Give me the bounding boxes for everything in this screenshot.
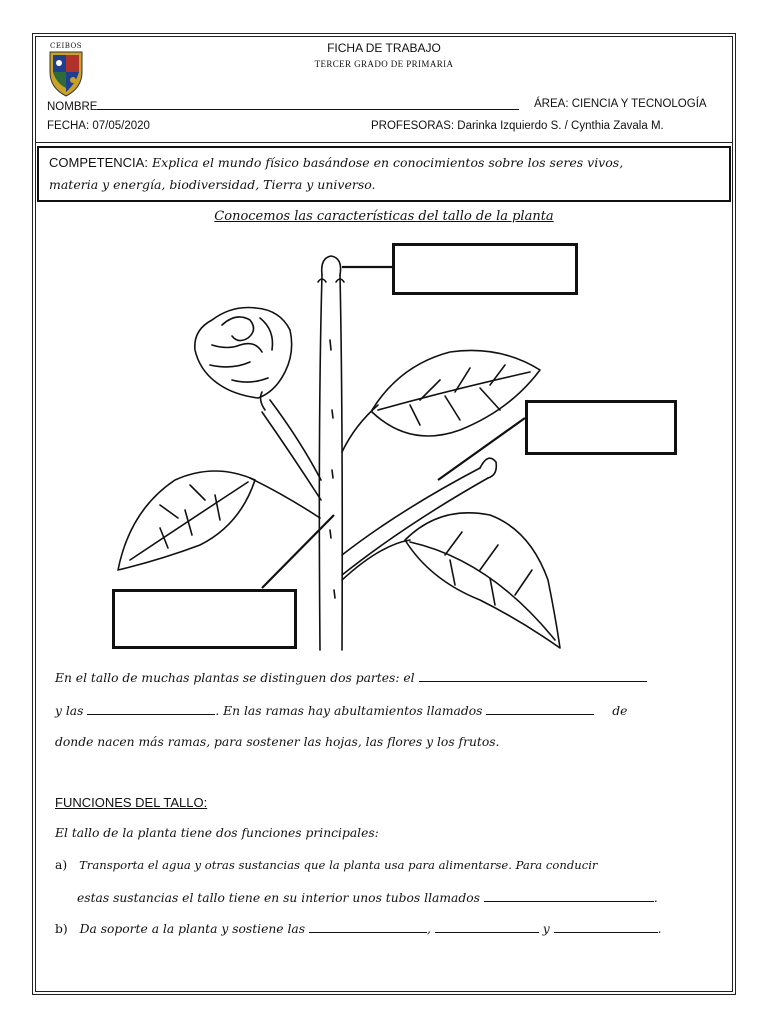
label-box-bud[interactable] [392,243,578,295]
blank-tubos[interactable] [484,890,654,902]
paragraph-text-1: En el tallo de muchas plantas se distinguen dos partes: el [55,671,415,685]
paragraph-line-2 [55,703,715,718]
teachers-text: PROFESORAS: Darinka Izquierdo S. / Cynthia Zavala M. [371,120,664,132]
funcion-a-line-2 [77,890,717,905]
worksheet-title: FICHA DE TRABAJO [327,41,441,55]
paragraph-text-2c: de [612,704,628,718]
funcion-b-text: Da soporte a la planta y sostiene las [79,922,306,936]
paragraph-text-2a: y las [55,704,84,718]
funcion-b-y: y [542,922,550,936]
funcion-a-end: . [653,891,658,905]
paragraph-line-1 [55,670,715,685]
funcion-a-marker: a) [55,858,68,872]
funcion-b-line [55,921,715,936]
paragraph-text-3: donde nacen más ramas, para sostener las hojas, las flores y los frutos. [55,735,500,749]
label-box-stem-node[interactable] [112,589,297,649]
paragraph-text-2b: . En las ramas hay abultamientos llamados [215,704,483,718]
blank-abultamientos[interactable] [486,703,594,715]
blank-part-1[interactable] [419,670,647,682]
blank-sostiene-2[interactable] [435,921,539,933]
funciones-heading: FUNCIONES DEL TALLO: [55,795,208,810]
area-label: ÁREA: CIENCIA Y TECNOLOGÍA [534,98,707,110]
funcion-b-end: . [657,922,662,936]
funcion-a-line-1 [55,858,715,872]
funcion-a-text-1: Transporta el agua y otras sustancias que la planta usa para alimentarse. Para conducir [79,858,598,872]
school-logo-text: CEIBOS [50,42,83,50]
competencia-text-line1: Explica el mundo físico basándose en conocimientos sobre los seres vivos, [151,155,624,170]
blank-sostiene-3[interactable] [554,921,658,933]
competencia-label: COMPETENCIA: [49,155,148,170]
name-label: NOMBRE [47,101,98,113]
funciones-intro: El tallo de la planta tiene dos funciones principales: [55,826,379,840]
competencia-text-line2: materia y energía, biodiversidad, Tierra y universo. [49,177,376,192]
blank-part-2[interactable] [87,703,215,715]
funcion-b-comma: , [426,922,431,936]
section-title: Conocemos las características del tallo de la planta [214,209,554,224]
funcion-b-marker: b) [55,922,68,936]
blank-sostiene-1[interactable] [309,921,427,933]
worksheet-subtitle: TERCER GRADO DE PRIMARIA [314,59,454,69]
funcion-a-text-2: estas sustancias el tallo tiene en su interior unos tubos llamados [77,891,480,905]
label-box-branch[interactable] [525,400,677,455]
date-label: FECHA: 07/05/2020 [47,120,150,132]
